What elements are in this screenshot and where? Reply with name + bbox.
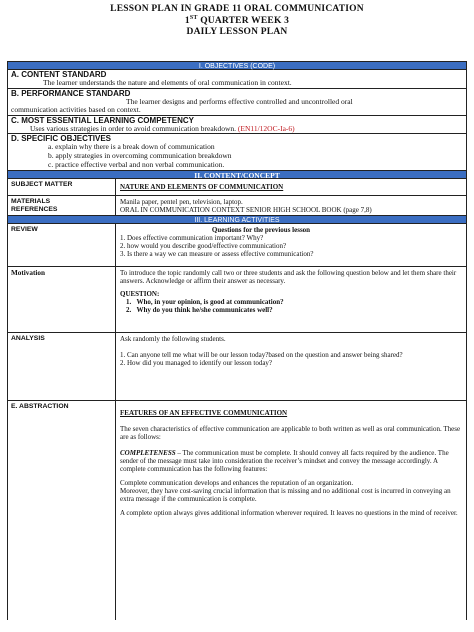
references-value: ORAL IN COMMUNICATION CONTEXT SENIOR HIGH SCHOOL BOOK (page 7,8)	[120, 206, 372, 215]
subject-matter-value: NATURE AND ELEMENTS OF COMMUNICATION	[120, 183, 284, 192]
analysis-row	[8, 332, 466, 400]
competency-code: (EN11/12OC-Ia-6)	[237, 123, 295, 133]
abstraction-row	[8, 400, 466, 620]
materials-value: Manila paper, pentel pen, television, laptop.	[120, 198, 243, 207]
review-question: 2. how would you describe good/effective communication?	[120, 242, 287, 251]
review-heading: Questions for the previous lesson	[211, 226, 311, 235]
motivation-question: 1. Who, in your opinion, is good at communication?	[126, 298, 284, 307]
abstraction-paragraph: A complete option always gives additional information wherever required. It leaves no questions in the mind of receiver.	[120, 509, 458, 518]
motivation-label: Motivation	[8, 267, 116, 332]
materials-label: MATERIALS	[11, 198, 51, 206]
objectives-band: I. OBJECTIVES (CODE)	[8, 61, 466, 70]
abstraction-paragraph: The seven characteristics of effective communication are applicable to both written as well as oral communication. These are as follows:	[120, 425, 461, 442]
question-label: QUESTION:	[120, 290, 160, 299]
motivation-question: 2. Why do you think he/she communicates well?	[126, 306, 273, 315]
analysis-content	[116, 333, 466, 400]
header-plan-type: DAILY LESSON PLAN	[186, 27, 288, 37]
abstraction-paragraph: Moreover, they have cost-saving crucial information that is missing and no additional cost is incurred in conveying an extra message if the communication is complete.	[120, 487, 451, 504]
performance-standard-title: B. PERFORMANCE STANDARD	[8, 88, 466, 98]
performance-standard-text-2: communication activities based on context.	[11, 105, 141, 115]
specific-objective-item: b. apply strategies in overcoming communication breakdown	[48, 150, 232, 160]
content-standard-title: A. CONTENT STANDARD	[11, 70, 107, 79]
subject-matter-label: SUBJECT MATTER	[8, 179, 116, 195]
lesson-table	[7, 61, 467, 620]
abstraction-paragraph: Complete communication develops and enhances the reputation of an organization.	[120, 479, 354, 488]
abstraction-content	[116, 401, 466, 620]
analysis-intro: Ask randomly the following students.	[120, 335, 226, 344]
analysis-question: 2. How did you managed to identify our lesson today?	[120, 359, 273, 368]
abstraction-label: E. ABSTRACTION	[8, 401, 116, 620]
document-header	[0, 4, 474, 39]
specific-objective-item: a. explain why there is a break down of communication	[48, 142, 215, 152]
specific-objective-item: c. practice effective verbal and non verbal communication.	[48, 159, 225, 169]
completeness-paragraph: COMPLETENESS – The communication must be complete. It should convey all facts required by the audience. The sender of the message must take into consideration the receiver’s mindset and convey the message accordingly. A complete communication has the following features:	[120, 449, 449, 474]
review-question: 3. Is there a way we can measure or assess effective communication?	[120, 250, 314, 259]
materials-references-value	[116, 196, 466, 215]
materials-row	[8, 195, 466, 215]
completeness-term: COMPLETENESS	[120, 449, 176, 458]
activities-band: III. LEARNING ACTIVITIES	[8, 215, 466, 224]
motivation-content	[116, 267, 466, 332]
analysis-label: ANALYSIS	[8, 333, 116, 400]
review-content	[116, 224, 466, 266]
materials-references-label	[8, 196, 116, 215]
header-title: LESSON PLAN IN GRADE 11 ORAL COMMUNICATION	[110, 4, 364, 14]
review-row	[8, 224, 466, 266]
content-band: II. CONTENT/CONCEPT	[8, 170, 466, 179]
competency-title: C. MOST ESSENTIAL LEARNING COMPETENCY	[8, 115, 466, 125]
header-quarter: 1ST QUARTER WEEK 3	[184, 14, 290, 26]
abstraction-heading: FEATURES OF AN EFFECTIVE COMMUNICATION	[120, 409, 288, 418]
analysis-question: 1. Can anyone tell me what will be our lesson today?based on the question and answer being shared?	[120, 351, 403, 360]
specific-objectives-title: D. SPECIFIC OBJECTIVES	[8, 133, 466, 143]
references-label: REFERENCES	[11, 206, 58, 214]
competency-text: Uses various strategies in order to avoid communication breakdown. (EN11/12OC-Ia-6)	[30, 123, 295, 133]
motivation-text: To introduce the topic randomly call two or three students and ask the following question below and let them share their answers. Acknowledge or affirm their answer as necessary.	[120, 269, 457, 286]
performance-standard-text-1: The learner designs and performs effective controlled and uncontrolled oral	[126, 96, 353, 106]
review-label: REVIEW	[8, 224, 116, 266]
motivation-row	[8, 266, 466, 332]
review-question: 1. Does effective communication important? Why?	[120, 234, 264, 243]
subject-matter-row	[8, 179, 466, 195]
content-standard-text: The learner understands the nature and elements of oral communication in context.	[43, 78, 292, 87]
